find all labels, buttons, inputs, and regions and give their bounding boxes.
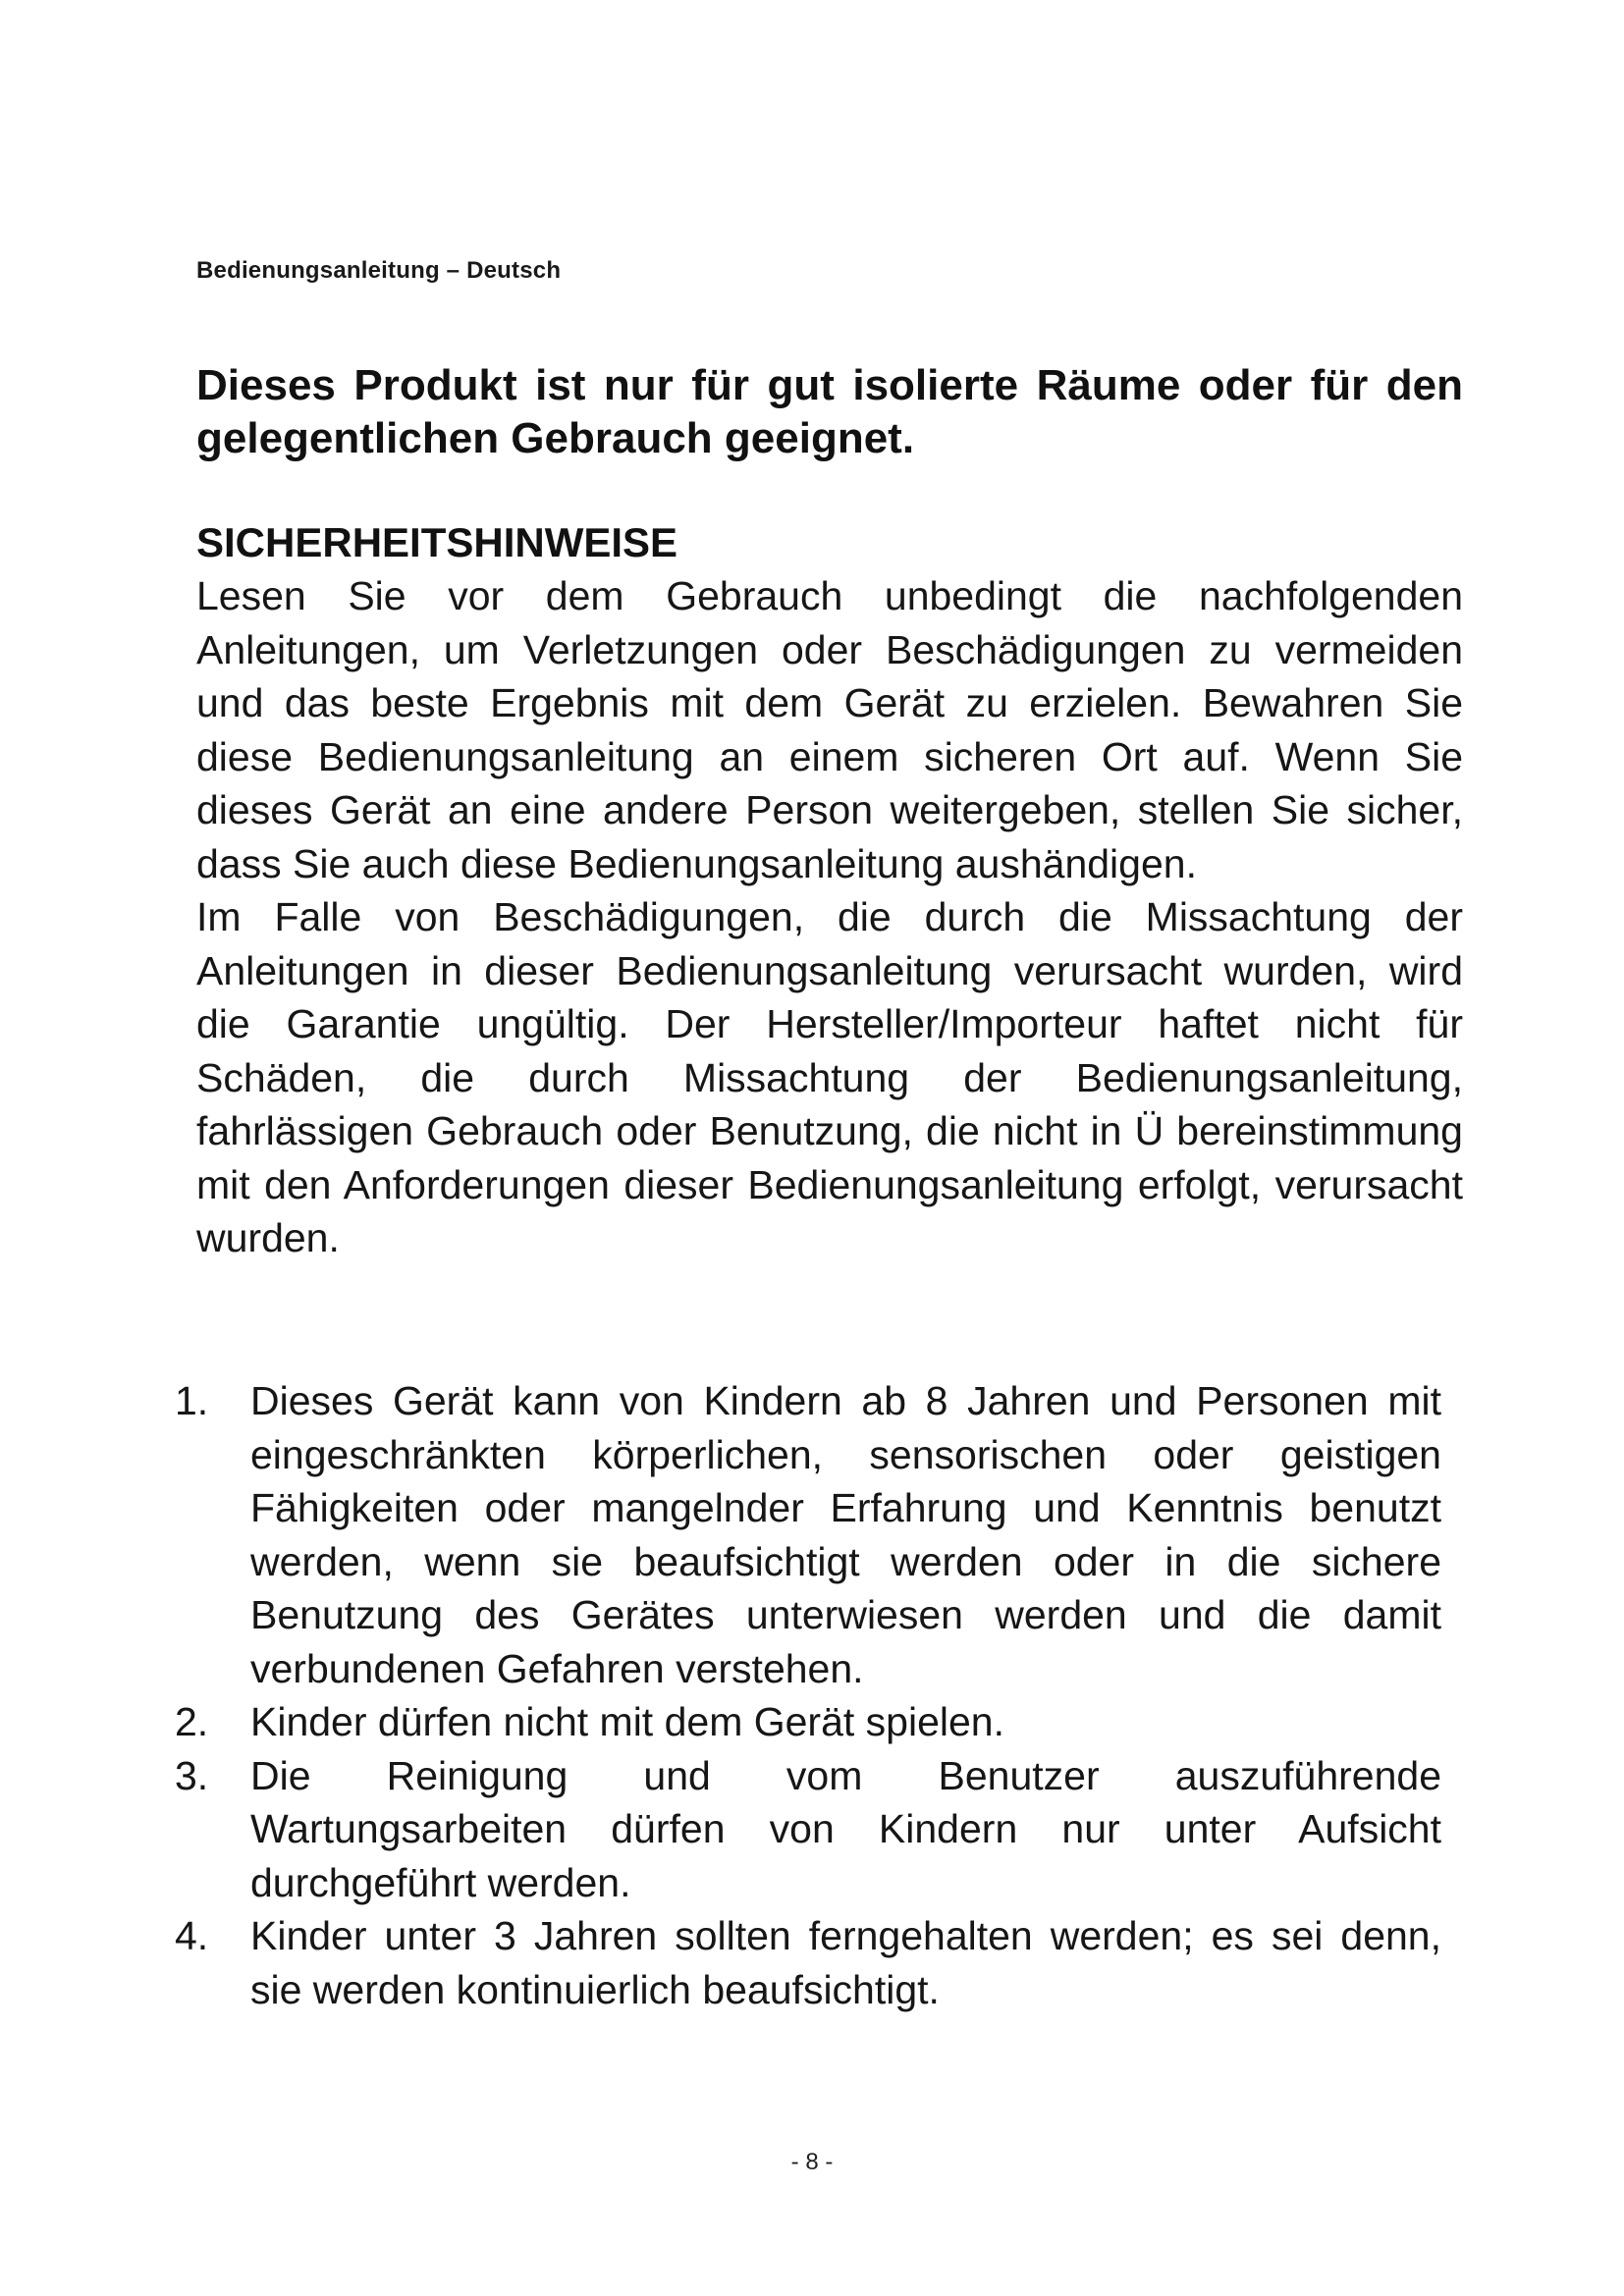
list-item-number: 3. <box>175 1752 209 1798</box>
paragraph-warranty: Im Falle von Beschädigungen, die durch die Missachtung der Anleitungen in dieser Bedienungsanleitung verursacht wurden, wird die Garantie ungültig. Der Hersteller/Importeur haftet nicht für Schäden, die durch Missachtung der Bedienungsanleitung, fahrlässigen Gebrauch oder Benutzung, die nicht in Ü bereinstimmung mit den Anforderungen dieser Bedienungsanleitung erfolgt, verursacht wurden. <box>196 894 1463 1260</box>
section-title: SICHERHEITSHINWEISE <box>196 519 678 565</box>
list-item-text: Dieses Gerät kann von Kindern ab 8 Jahren und Personen mit eingeschränkten körperlichen, sensorischen oder geistigen Fähigkeiten oder mangelnder Erfahrung und Kenntnis benutzt werden, wenn sie beaufsichtigt werden oder in die sichere Benutzung des Gerätes unterwiesen werden und die damit verbundenen Gefahren verstehen. <box>250 1378 1441 1691</box>
usage-notice: Dieses Produkt ist nur für gut isolierte Räume oder für den gelegentlichen Gebrauch geeignet. <box>196 361 1463 462</box>
running-header: Bedienungsanleitung – Deutsch <box>196 257 562 284</box>
list-item <box>175 1909 1441 2016</box>
list-item-text: Kinder dürfen nicht mit dem Gerät spielen. <box>250 1699 1004 1744</box>
paragraph-read-instructions: Lesen Sie vor dem Gebrauch unbedingt die nachfolgenden Anleitungen, um Verletzungen oder Beschädigungen zu vermeiden und das beste Ergebnis mit dem Gerät zu erzielen. Bewahren Sie diese Bedienungsanleitung an einem sicheren Ort auf. Wenn Sie dieses Gerät an eine andere Person weitergeben, stellen Sie sicher, dass Sie auch diese Bedienungsanleitung aushändigen. <box>196 573 1463 886</box>
list-item-text: Kinder unter 3 Jahren sollten ferngehalten werden; es sei denn, sie werden kontinuierlich beaufsichtigt. <box>250 1913 1441 2012</box>
list-item <box>175 1695 1441 1749</box>
list-item-number: 4. <box>175 1913 209 1958</box>
list-item <box>175 1374 1441 1695</box>
list-item-number: 2. <box>175 1699 209 1744</box>
list-item <box>175 1749 1441 1910</box>
page-number: - 8 - <box>790 2149 834 2175</box>
list-item-text: Die Reinigung und vom Benutzer auszuführende Wartungsarbeiten dürfen von Kindern nur unter Aufsicht durchgeführt werden. <box>250 1752 1441 1905</box>
list-item-number: 1. <box>175 1378 209 1423</box>
safety-instructions-list <box>175 1374 1441 2016</box>
section-body <box>196 569 1463 1265</box>
